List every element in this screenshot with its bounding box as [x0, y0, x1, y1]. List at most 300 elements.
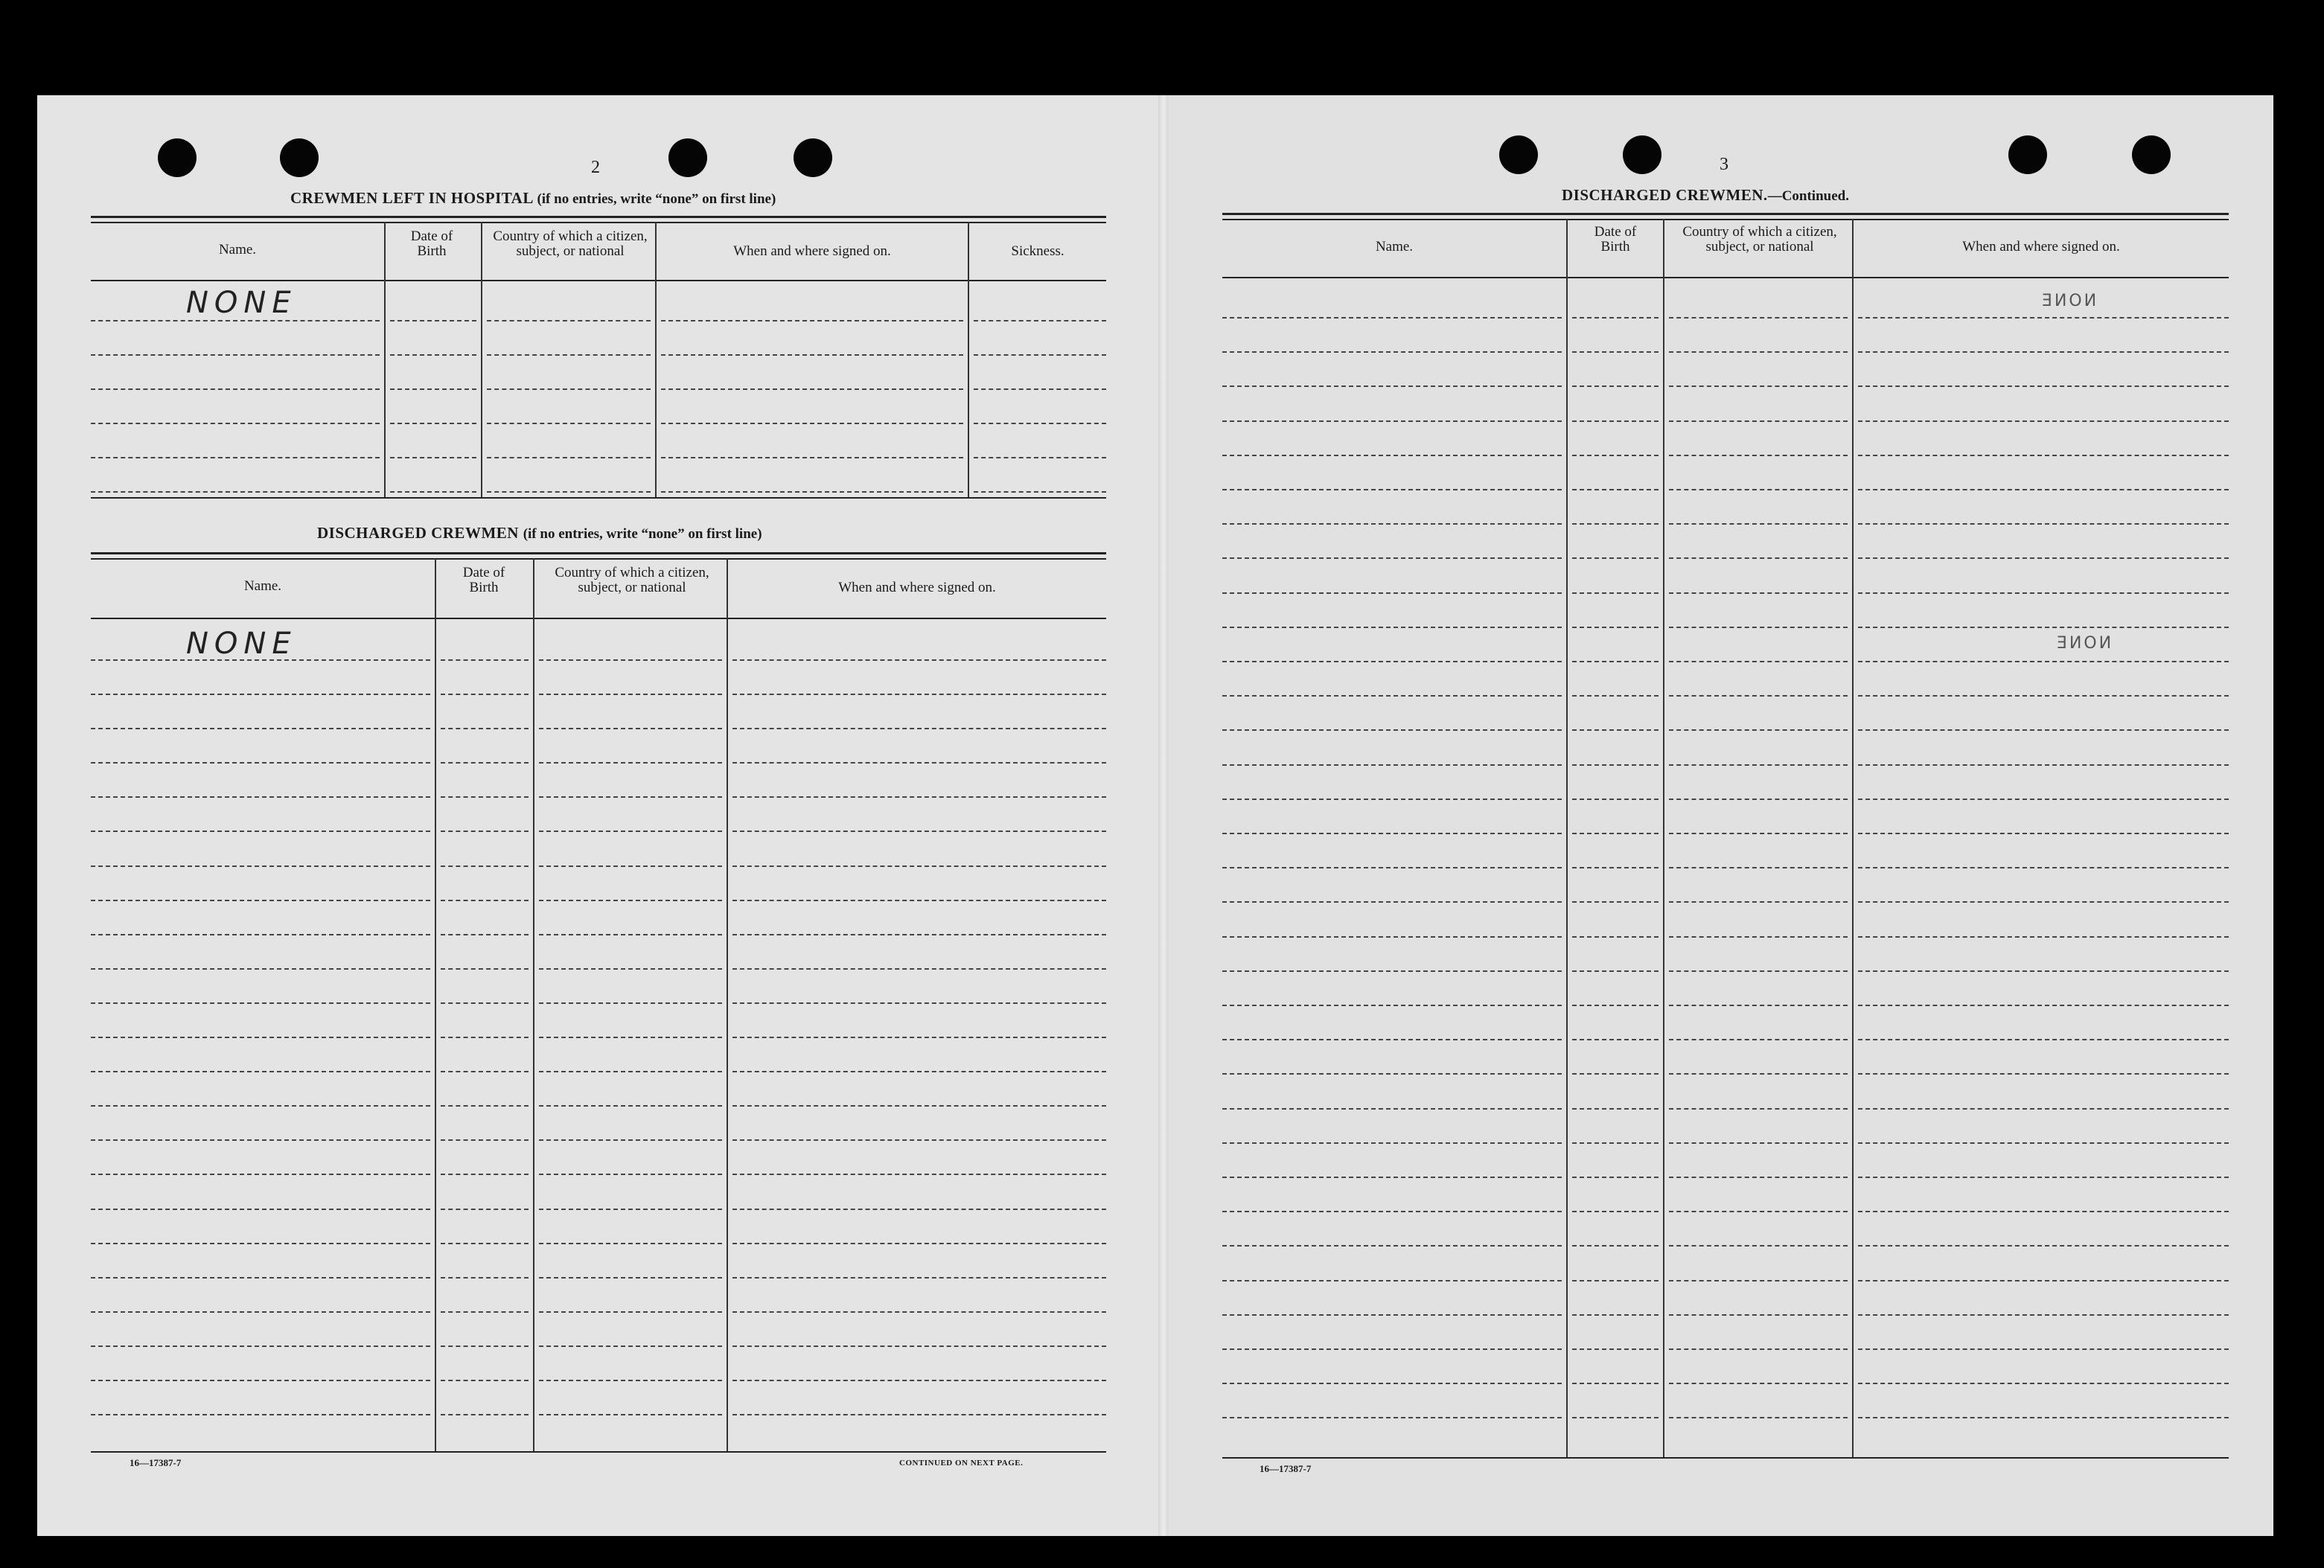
ruled-line	[1669, 1108, 1848, 1110]
ruled-line	[1669, 1142, 1848, 1144]
ruled-line	[91, 934, 430, 935]
ruled-line	[390, 388, 476, 390]
page-gutter	[1158, 95, 1169, 1536]
ruled-line	[441, 762, 529, 764]
ruled-line	[539, 1311, 722, 1313]
ruled-line	[1572, 1417, 1659, 1418]
ruled-line	[91, 900, 430, 901]
column-header-country: Country of which a citizen, subject, or national	[493, 228, 648, 259]
column-header-sickness: Sickness.	[1011, 243, 1064, 259]
ruled-line	[441, 1037, 529, 1038]
ruled-line	[390, 354, 476, 356]
ruled-line	[539, 900, 722, 901]
ruled-line	[1222, 695, 1562, 697]
ruled-line	[539, 659, 722, 661]
ruled-line	[1669, 901, 1848, 903]
ruled-line	[1858, 729, 2229, 731]
ruled-line	[539, 1071, 722, 1072]
bleed-through-text: NONE	[2055, 634, 2112, 653]
ruled-line	[1572, 1108, 1659, 1110]
ruled-line	[1572, 936, 1659, 938]
ruled-line	[1669, 799, 1848, 800]
table-bottom-rule	[1222, 1457, 2229, 1459]
ruled-line	[1222, 627, 1562, 628]
table-top-rule	[91, 222, 1106, 223]
ruled-line	[91, 694, 430, 695]
ruled-line	[539, 1105, 722, 1107]
column-divider	[533, 558, 534, 1451]
ruled-line	[539, 796, 722, 798]
ruled-line	[1222, 970, 1562, 972]
ruled-line	[1572, 970, 1659, 972]
ruled-line	[539, 728, 722, 729]
ruled-line	[539, 1380, 722, 1381]
ruled-line	[732, 831, 1106, 832]
section-title-text: DISCHARGED CREWMEN	[317, 524, 519, 542]
ruled-line	[1572, 385, 1659, 387]
ruled-line	[1858, 1280, 2229, 1281]
ruled-line	[661, 491, 963, 493]
ruled-line	[1572, 695, 1659, 697]
ruled-line	[732, 1105, 1106, 1107]
ruled-line	[732, 968, 1106, 970]
ruled-line	[1858, 1211, 2229, 1212]
ruled-line	[539, 1139, 722, 1141]
header-rule	[91, 280, 1106, 281]
ruled-line	[1858, 1245, 2229, 1247]
punch-hole	[158, 138, 197, 177]
ruled-line	[732, 728, 1106, 729]
ruled-line	[732, 659, 1106, 661]
ruled-line	[1572, 1073, 1659, 1075]
ruled-line	[1222, 936, 1562, 938]
ruled-line	[1858, 1348, 2229, 1350]
punch-hole	[1623, 135, 1661, 174]
column-divider	[1852, 219, 1854, 1457]
ruled-line	[1858, 1417, 2229, 1418]
ruled-line	[1858, 1314, 2229, 1316]
punch-hole	[668, 138, 707, 177]
section-instruction: (if no entries, write “none” on first line)	[537, 191, 776, 207]
ruled-line	[732, 900, 1106, 901]
ruled-line	[732, 1243, 1106, 1244]
ruled-line	[441, 865, 529, 867]
ruled-line	[1222, 489, 1562, 490]
ruled-line	[974, 491, 1106, 493]
section-title-text: CREWMEN LEFT IN HOSPITAL	[290, 189, 533, 207]
ruled-line	[539, 1345, 722, 1347]
handwritten-entry: NONE	[186, 627, 297, 661]
table-top-rule	[1222, 219, 2229, 220]
ruled-line	[441, 1139, 529, 1141]
ruled-line	[1572, 799, 1659, 800]
ruled-line	[487, 457, 651, 458]
table-top-rule	[91, 552, 1106, 554]
ruled-line	[91, 388, 380, 390]
column-header-signed-on: When and where signed on.	[1962, 239, 2120, 255]
ruled-line	[1858, 455, 2229, 456]
ruled-line	[1572, 455, 1659, 456]
ruled-line	[974, 354, 1106, 356]
ruled-line	[91, 968, 430, 970]
ruled-line	[91, 1209, 430, 1210]
ruled-line	[661, 320, 963, 321]
ruled-line	[91, 491, 380, 493]
column-divider	[968, 222, 969, 497]
ruled-line	[91, 1139, 430, 1141]
punch-hole	[1499, 135, 1538, 174]
ruled-line	[1669, 455, 1848, 456]
ruled-line	[1669, 764, 1848, 766]
ruled-line	[1858, 523, 2229, 525]
ruled-line	[1669, 729, 1848, 731]
ruled-line	[539, 694, 722, 695]
ruled-line	[1572, 1383, 1659, 1384]
ruled-line	[1858, 936, 2229, 938]
ruled-line	[1572, 729, 1659, 731]
ruled-line	[1222, 1245, 1562, 1247]
ruled-line	[487, 491, 651, 493]
punch-hole	[2008, 135, 2047, 174]
ruled-line	[1858, 799, 2229, 800]
ruled-line	[1572, 1245, 1659, 1247]
table-bottom-rule	[91, 1451, 1106, 1453]
ruled-line	[441, 1105, 529, 1107]
ruled-line	[441, 1311, 529, 1313]
ruled-line	[1222, 1005, 1562, 1006]
ruled-line	[1572, 833, 1659, 834]
ruled-line	[732, 1037, 1106, 1038]
ruled-line	[1222, 317, 1562, 319]
ruled-line	[91, 762, 430, 764]
ruled-line	[1572, 1211, 1659, 1212]
ruled-line	[1669, 420, 1848, 422]
form-number: 16—17387-7	[130, 1457, 182, 1468]
ruled-line	[441, 1243, 529, 1244]
section-title-discharged-continued	[1562, 186, 1849, 205]
column-header-signed-on: When and where signed on.	[838, 580, 996, 595]
column-header-country: Country of which a citizen, subject, or national	[555, 565, 709, 595]
ruled-line	[441, 1071, 529, 1072]
ruled-line	[441, 900, 529, 901]
ruled-line	[1222, 1314, 1562, 1316]
section-continued: —Continued.	[1767, 188, 1849, 204]
ruled-line	[1669, 317, 1848, 319]
ruled-line	[1669, 592, 1848, 594]
ruled-line	[732, 1209, 1106, 1210]
ruled-line	[661, 388, 963, 390]
column-divider	[655, 222, 657, 497]
ruled-line	[91, 865, 430, 867]
ruled-line	[390, 491, 476, 493]
ruled-line	[1222, 1177, 1562, 1178]
ruled-line	[1222, 1142, 1562, 1144]
ruled-line	[1669, 1039, 1848, 1040]
ruled-line	[441, 796, 529, 798]
ruled-line	[1858, 351, 2229, 353]
ruled-line	[732, 796, 1106, 798]
ruled-line	[1669, 1280, 1848, 1281]
ruled-line	[1222, 729, 1562, 731]
ruled-line	[1572, 317, 1659, 319]
ruled-line	[732, 762, 1106, 764]
column-divider	[1663, 219, 1664, 1457]
ruled-line	[1669, 936, 1848, 938]
ruled-line	[1572, 1005, 1659, 1006]
ruled-line	[1572, 351, 1659, 353]
ruled-line	[1858, 970, 2229, 972]
table-top-rule	[91, 216, 1106, 218]
ruled-line	[441, 1174, 529, 1175]
ruled-line	[441, 694, 529, 695]
column-divider	[1566, 219, 1568, 1457]
page-number: 3	[1720, 155, 1728, 174]
ruled-line	[91, 457, 380, 458]
column-header-date-of-birth: Date of Birth	[1594, 224, 1637, 255]
ruled-line	[1572, 1142, 1659, 1144]
header-rule	[1222, 277, 2229, 278]
ruled-line	[732, 1311, 1106, 1313]
ruled-line	[661, 457, 963, 458]
ruled-line	[91, 1174, 430, 1175]
ruled-line	[1572, 764, 1659, 766]
ruled-line	[539, 934, 722, 935]
ruled-line	[91, 1414, 430, 1415]
bleed-through-text: NONE	[2040, 292, 2097, 310]
ruled-line	[1858, 764, 2229, 766]
ruled-line	[390, 320, 476, 321]
ruled-line	[732, 865, 1106, 867]
ruled-line	[91, 1277, 430, 1279]
ruled-line	[1858, 661, 2229, 662]
ruled-line	[539, 1174, 722, 1175]
ruled-line	[1858, 1142, 2229, 1144]
ruled-line	[91, 1105, 430, 1107]
ruled-line	[974, 423, 1106, 424]
column-header-name: Name.	[1375, 239, 1414, 255]
section-instruction: (if no entries, write “none” on first line)	[523, 526, 762, 542]
ruled-line	[91, 831, 430, 832]
ruled-line	[1222, 1073, 1562, 1075]
ruled-line	[1222, 557, 1562, 559]
ruled-line	[732, 1002, 1106, 1004]
ruled-line	[91, 1243, 430, 1244]
ruled-line	[1669, 1348, 1848, 1350]
ruled-line	[1222, 1417, 1562, 1418]
ruled-line	[91, 423, 380, 424]
ruled-line	[1572, 901, 1659, 903]
ruled-line	[1669, 557, 1848, 559]
ruled-line	[1858, 489, 2229, 490]
ruled-line	[539, 1414, 722, 1415]
ruled-line	[1572, 1280, 1659, 1281]
ruled-line	[1669, 1245, 1848, 1247]
ruled-line	[1669, 1314, 1848, 1316]
ruled-line	[91, 796, 430, 798]
ruled-line	[1222, 523, 1562, 525]
ruled-line	[1669, 1073, 1848, 1075]
ruled-line	[1858, 695, 2229, 697]
ruled-line	[441, 1002, 529, 1004]
ruled-line	[441, 1345, 529, 1347]
handwritten-entry: NONE	[186, 286, 297, 320]
column-divider	[481, 222, 482, 497]
section-title-discharged	[317, 524, 762, 543]
ruled-line	[1572, 1314, 1659, 1316]
ruled-line	[1222, 592, 1562, 594]
ruled-line	[1222, 833, 1562, 834]
ruled-line	[91, 320, 380, 321]
ruled-line	[1858, 1005, 2229, 1006]
ruled-line	[1572, 557, 1659, 559]
ruled-line	[1669, 970, 1848, 972]
ruled-line	[1858, 385, 2229, 387]
ruled-line	[1222, 901, 1562, 903]
ruled-line	[974, 457, 1106, 458]
ruled-line	[1572, 523, 1659, 525]
section-title-hospital	[290, 189, 776, 208]
ruled-line	[1669, 351, 1848, 353]
column-header-name: Name.	[218, 242, 257, 257]
ruled-line	[1858, 317, 2229, 319]
ruled-line	[1572, 1348, 1659, 1350]
ruled-line	[441, 1209, 529, 1210]
punch-hole	[280, 138, 319, 177]
punch-hole	[794, 138, 832, 177]
ruled-line	[732, 1071, 1106, 1072]
ruled-line	[539, 762, 722, 764]
ruled-line	[539, 865, 722, 867]
ruled-line	[441, 934, 529, 935]
ruled-line	[1572, 420, 1659, 422]
ruled-line	[91, 659, 430, 661]
ruled-line	[487, 423, 651, 424]
ruled-line	[91, 1071, 430, 1072]
ruled-line	[539, 831, 722, 832]
ruled-line	[390, 457, 476, 458]
ruled-line	[1572, 867, 1659, 868]
ruled-line	[1222, 385, 1562, 387]
ruled-line	[91, 1380, 430, 1381]
ruled-line	[441, 831, 529, 832]
ruled-line	[1572, 661, 1659, 662]
column-header-signed-on: When and where signed on.	[733, 243, 891, 259]
ruled-line	[1222, 1039, 1562, 1040]
ruled-line	[1222, 1280, 1562, 1281]
ruled-line	[441, 1414, 529, 1415]
ruled-line	[1669, 1417, 1848, 1418]
ruled-line	[732, 1174, 1106, 1175]
ruled-line	[487, 354, 651, 356]
ruled-line	[91, 728, 430, 729]
ruled-line	[1858, 1108, 2229, 1110]
ruled-line	[1858, 867, 2229, 868]
ruled-line	[1858, 627, 2229, 628]
ruled-line	[1669, 1005, 1848, 1006]
ruled-line	[1222, 867, 1562, 868]
ruled-line	[91, 1345, 430, 1347]
ruled-line	[441, 659, 529, 661]
ruled-line	[91, 1311, 430, 1313]
ruled-line	[1858, 901, 2229, 903]
ruled-line	[1572, 1177, 1659, 1178]
ruled-line	[91, 1037, 430, 1038]
ruled-line	[487, 388, 651, 390]
ruled-line	[732, 1380, 1106, 1381]
ruled-line	[1858, 1073, 2229, 1075]
ruled-line	[661, 423, 963, 424]
ruled-line	[732, 694, 1106, 695]
page-number: 2	[591, 158, 600, 177]
ruled-line	[1222, 351, 1562, 353]
ruled-line	[1222, 455, 1562, 456]
ruled-line	[1572, 489, 1659, 490]
ruled-line	[441, 1380, 529, 1381]
ruled-line	[441, 1277, 529, 1279]
ruled-line	[539, 1037, 722, 1038]
ruled-line	[1669, 661, 1848, 662]
ruled-line	[1572, 1039, 1659, 1040]
ruled-line	[441, 728, 529, 729]
ruled-line	[1222, 1211, 1562, 1212]
column-header-country: Country of which a citizen, subject, or national	[1682, 224, 1837, 255]
ruled-line	[1669, 523, 1848, 525]
ruled-line	[1669, 489, 1848, 490]
column-divider	[727, 558, 728, 1451]
ruled-line	[974, 388, 1106, 390]
ruled-line	[1858, 1039, 2229, 1040]
form-number: 16—17387-7	[1260, 1463, 1312, 1474]
ruled-line	[539, 1002, 722, 1004]
ruled-line	[732, 1414, 1106, 1415]
ruled-line	[539, 968, 722, 970]
ruled-line	[974, 320, 1106, 321]
ruled-line	[1572, 627, 1659, 628]
ruled-line	[1858, 1383, 2229, 1384]
ruled-line	[732, 934, 1106, 935]
right-page	[1164, 95, 2273, 1536]
table-bottom-rule	[91, 497, 1106, 499]
ruled-line	[732, 1139, 1106, 1141]
ruled-line	[539, 1243, 722, 1244]
ruled-line	[1669, 1177, 1848, 1178]
ruled-line	[1222, 1108, 1562, 1110]
ruled-line	[1669, 627, 1848, 628]
ruled-line	[1669, 385, 1848, 387]
ruled-line	[1858, 592, 2229, 594]
ruled-line	[390, 423, 476, 424]
ruled-line	[732, 1277, 1106, 1279]
ruled-line	[1858, 420, 2229, 422]
punch-hole	[2132, 135, 2171, 174]
ruled-line	[1669, 1383, 1848, 1384]
continued-note: CONTINUED ON NEXT PAGE.	[899, 1459, 1024, 1468]
ruled-line	[91, 354, 380, 356]
ruled-line	[1669, 833, 1848, 834]
ruled-line	[1858, 833, 2229, 834]
ruled-line	[441, 968, 529, 970]
section-title-text: DISCHARGED CREWMEN.	[1562, 186, 1768, 204]
ruled-line	[1572, 592, 1659, 594]
table-top-rule	[91, 558, 1106, 560]
ruled-line	[1669, 867, 1848, 868]
header-rule	[91, 618, 1106, 619]
column-header-date-of-birth: Date of Birth	[410, 228, 453, 259]
ruled-line	[1669, 1211, 1848, 1212]
ruled-line	[91, 1002, 430, 1004]
ruled-line	[1222, 799, 1562, 800]
column-header-name: Name.	[243, 578, 282, 594]
